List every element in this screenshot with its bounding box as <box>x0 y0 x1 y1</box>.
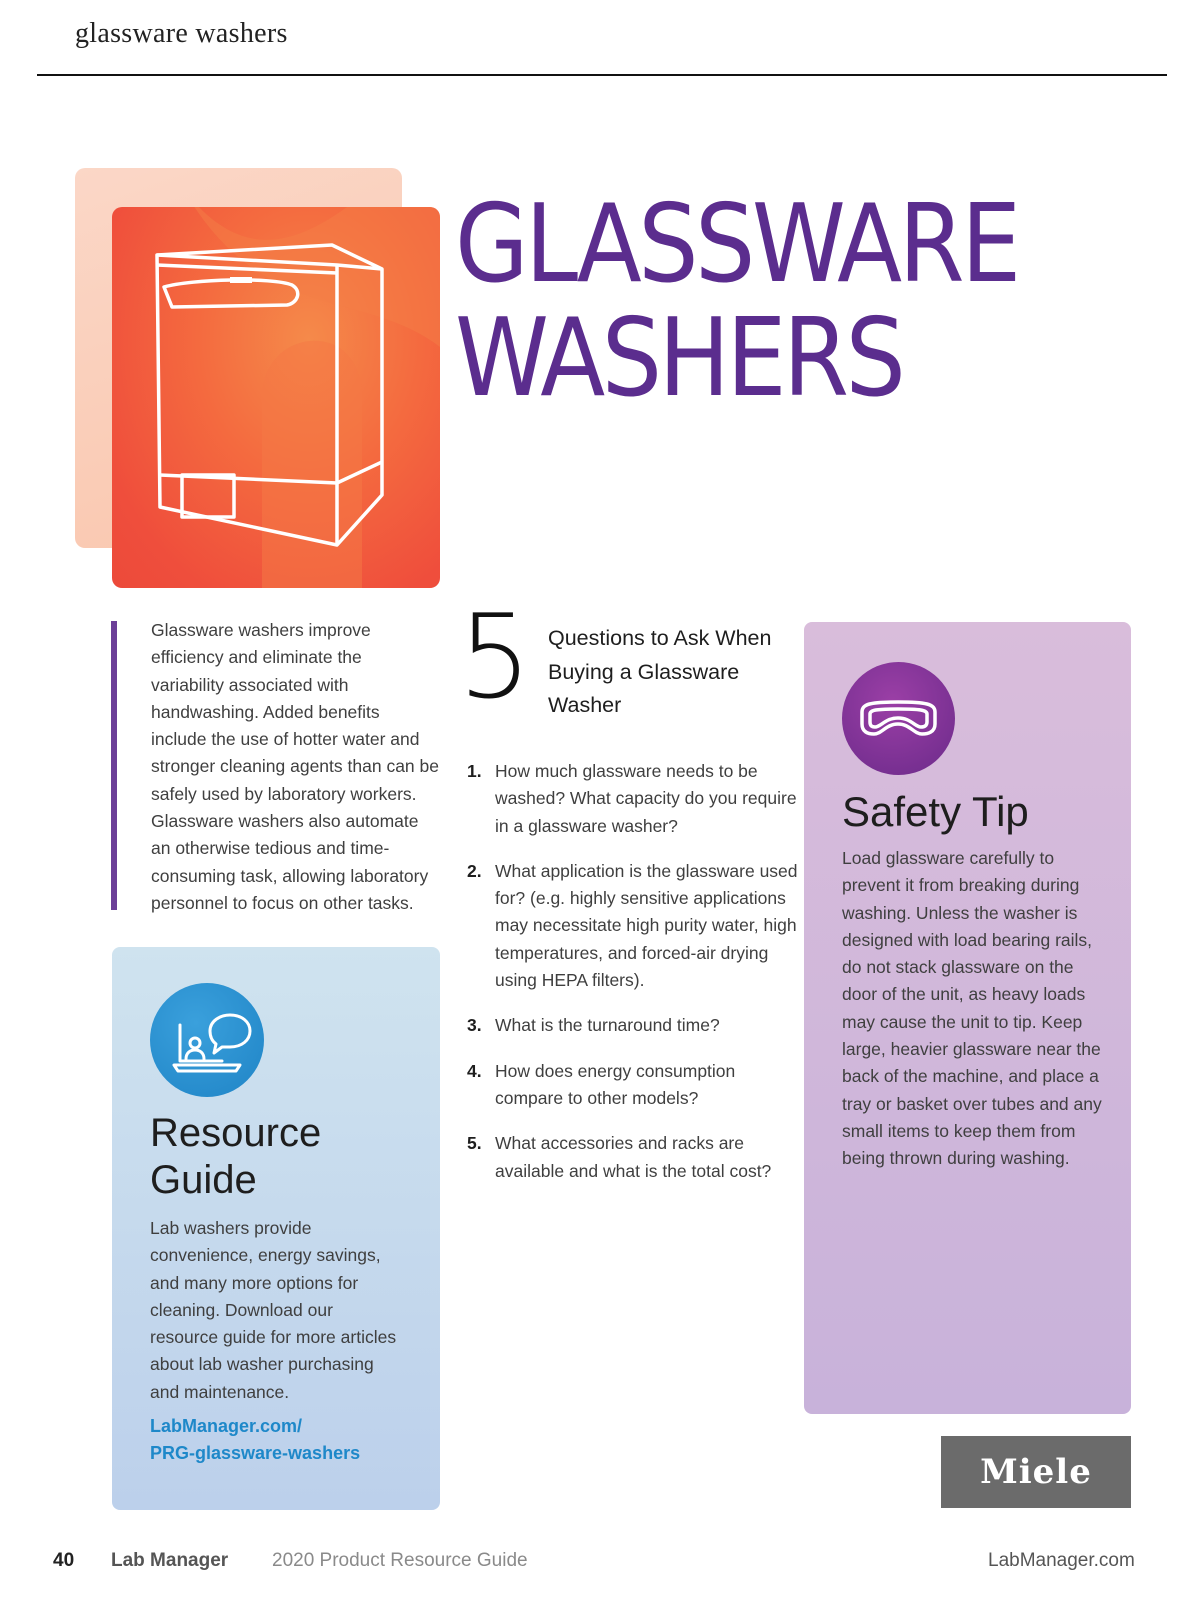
safety-tip-text: Load glassware carefully to prevent it from breaking during washing. Unless the washer is designed with load bearing rails, do not stack glassware on the door of the unit, as heavy loads may cause the unit to tip. Keep large, heavier glassware near the back of the machine, and place a tray or basket over tubes and any small items to keep them from being thrown during washing. <box>842 848 1102 1169</box>
resource-guide-link-line2[interactable]: PRG-glassware-washers <box>150 1443 361 1463</box>
questions-count: 5 <box>458 590 532 725</box>
resource-guide-text: Lab washers provide convenience, energy savings, and many more options for cleaning. Download our resource guide for more articles about lab washer purchasing and maintenance. <box>150 1218 397 1402</box>
question-text: How does energy consumption compare to other models? <box>495 1060 736 1108</box>
question-number: 1. <box>467 761 482 781</box>
question-number: 2. <box>467 860 482 881</box>
resource-guide-title <box>150 1110 321 1204</box>
question-item <box>467 1130 802 1185</box>
question-text: What application is the glassware used for? (e.g. highly sensitive applications may necessitate high purity water, high temperatures, and forced-air drying using HEPA filters). <box>495 860 798 991</box>
safety-tip-title: Safety Tip <box>842 788 1029 835</box>
page-number: 40 <box>53 1550 75 1571</box>
resource-guide-title-line1: Resource <box>150 1111 322 1155</box>
header-divider <box>37 74 1167 76</box>
questions-heading: Questions to Ask When Buying a Glassware Washer <box>548 626 772 717</box>
page-title-line1: GLASSWARE <box>455 182 1018 307</box>
resource-guide-link-line1[interactable]: LabManager.com/ <box>150 1416 303 1436</box>
safety-goggles-icon <box>842 662 955 775</box>
footer-guide-title: 2020 Product Resource Guide <box>272 1550 528 1571</box>
question-number: 4. <box>467 1060 482 1081</box>
question-item <box>467 758 802 840</box>
question-text: What is the turnaround time? <box>495 1015 720 1036</box>
intro-paragraph: Glassware washers improve efficiency and eliminate the variability associated with handwashing. Added benefits include the use of hotter water and stronger cleaning agents than can be safely used by laboratory workers. Glassware washers also automate an otherwise tedious and time-consuming task, allowing laboratory personnel to focus on other tasks. <box>151 620 439 913</box>
question-text: What accessories and racks are available and what is the total cost? <box>495 1133 772 1181</box>
question-item <box>467 858 802 994</box>
questions-list <box>467 758 802 1203</box>
resource-guide-title-line2: Guide <box>150 1158 257 1202</box>
presentation-chat-icon <box>150 983 264 1097</box>
hero-image <box>112 207 440 588</box>
section-label: glassware washers <box>75 18 288 49</box>
page-title <box>455 182 1018 421</box>
resource-guide-link[interactable] <box>150 1413 410 1467</box>
question-number: 5. <box>467 1133 482 1154</box>
footer-website[interactable]: LabManager.com <box>988 1550 1135 1571</box>
question-number: 3. <box>467 1015 482 1036</box>
intro-accent-bar <box>111 621 117 910</box>
question-text: How much glassware needs to be washed? What capacity do you require in a glassware washer? <box>495 761 797 836</box>
footer-brand: Lab Manager <box>111 1550 229 1571</box>
sponsor-logo[interactable]: Miele <box>941 1436 1131 1508</box>
page-title-line2: WASHERS <box>455 296 903 421</box>
lab-washer-illustration-icon <box>112 207 440 588</box>
question-item <box>467 1058 802 1113</box>
question-item <box>467 1012 802 1039</box>
